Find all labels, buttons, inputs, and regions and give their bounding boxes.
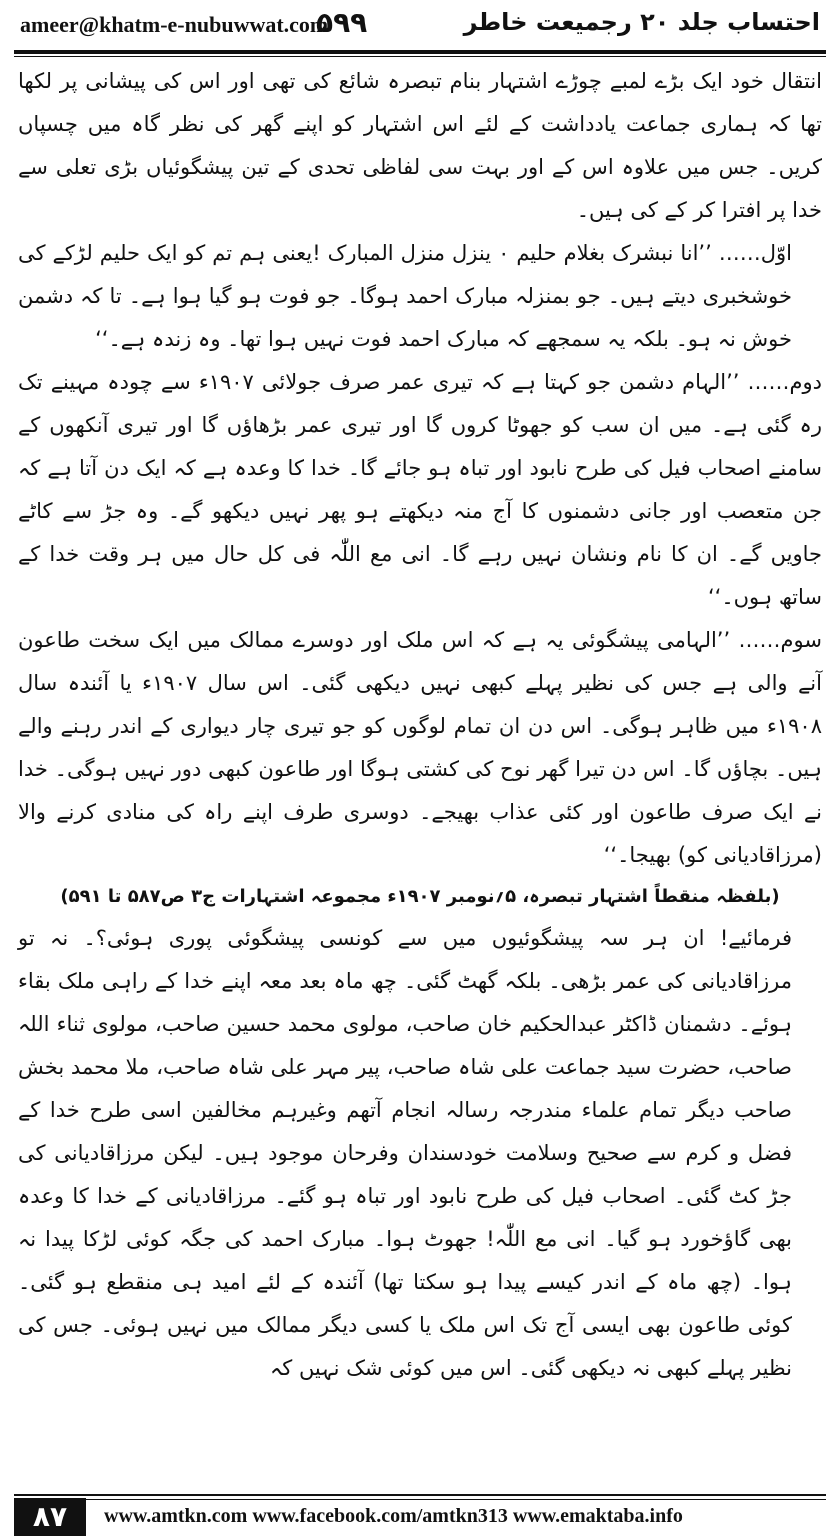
header-rule: [14, 50, 826, 54]
header-page-number: ۵۹۹: [316, 6, 368, 39]
paragraph-first-prophecy: اوّل…… ’’انا نبشرک بغلام حلیم ۰ ینزل منزل المبارک !یعنی ہم تم کو ایک حلیم لڑکے کی خوشخبری دیتے ہیں۔ جو بمنزلہ مبارک احمد ہوگا۔ جو فوت ہو گیا ہوا ہے۔ تا کہ دشمن خوش نہ ہو۔ بلکہ یہ سمجھے کہ مبارک احمد فوت نہیں ہوا تھا۔ وہ زندہ ہے۔‘‘: [18, 241, 792, 351]
reference-citation: (بلفظہ منقطاً اشتہار تبصرہ، ۵؍نومبر ۱۹۰۷ء مجموعہ اشتہارات ج۳ ص۵۸۷ تا ۵۹۱): [60, 886, 780, 907]
paragraph-third-prophecy: سوم…… ’’الہامی پیشگوئی یہ ہے کہ اس ملک اور دوسرے ممالک میں ایک سخت طاعون آنے والی ہے جس کی نظیر پہلے کبھی نہیں دیکھی گئی۔ اس سال ۱۹۰۷ء یا آئندہ سال ۱۹۰۸ء میں ظاہر ہوگی۔ اس دن ان تمام لوگوں کو جو تیری چار دیواری کے اندر رہنے والے ہیں۔ بچاؤں گا۔ اس دن تیرا گھر نوح کی کشتی ہوگا اور طاعون کبھی دور نہیں ہوگی۔ خدا نے ایک صرف طاعون اور کئی عذاب بھیجے۔ دوسری طرف اپنے راہ کی منادی کرنے والا (مرزاقادیانی کو) بھیجا۔‘‘: [18, 628, 822, 867]
header-title: احتساب جلد ۲۰ رجمیعت خاطر: [463, 8, 820, 36]
header-rule-thin: [14, 56, 826, 57]
paragraph-intro: انتقال خود ایک بڑے لمبے چوڑے اشتہار بنام تبصرہ شائع کی تھی اور اس کی پیشانی پر لکھا تھا کہ ہماری جماعت یادداشت کے لئے اس اشتہار کو اپنے گھر کی نظر گاہ میں چسپاں کریں۔ جس میں علاوہ اس کے اور بہت سی لفاظی تحدی کے تین پیشگوئیاں بڑی تعلی سے خدا پر افترا کر کے کی ہیں۔: [18, 69, 822, 222]
footer-rule-thin: [14, 1499, 826, 1500]
header-email: ameer@khatm-e-nubuwwat.com: [20, 12, 329, 37]
footer-rule: [14, 1494, 826, 1496]
footer-urls: www.amtkn.com www.facebook.com/amtkn313 www.emaktaba.info: [104, 1505, 683, 1527]
page-body: [18, 60, 822, 1480]
page-header: [14, 0, 826, 48]
paragraph-second-prophecy: دوم…… ’’الہام دشمن جو کہتا ہے کہ تیری عمر صرف جولائی ۱۹۰۷ء سے چودہ مہینے تک رہ گئی ہے۔ میں ان سب کو جھوٹا کروں گا اور تیری عمر بڑھاؤں گا اور تیری آنکھوں کے سامنے اصحاب فیل کی طرح نابود اور تباہ ہو جائے گا۔ خدا کا وعدہ ہے کہ ایک دن آتا ہے کہ جن متعصب اور جانی دشمنوں کا آج منہ دیکھتے ہو پھر نہیں دیکھو گے۔ وہ جڑ سے کاٹے جاویں گے۔ ان کا نام ونشان نہیں رہے گا۔ انی مع اللّٰہ فی کل حال میں ہر وقت خدا کے ساتھ ہوں۔‘‘: [18, 370, 822, 609]
footer-page-box: ۸۷: [14, 1498, 86, 1536]
paragraph-closing: فرمائیے! ان ہر سہ پیشگوئیوں میں سے کونسی پیشگوئی پوری ہوئی؟۔ نہ تو مرزاقادیانی کی عمر بڑھی۔ بلکہ گھٹ گئی۔ چھ ماہ بعد معہ اپنے خدا کے راہی ملک بقاء ہوئے۔ دشمنان ڈاکٹر عبدالحکیم خان صاحب، مولوی محمد حسین صاحب، مولوی ثناء اللہ صاحب، حضرت سید جماعت علی شاہ صاحب، پیر مہر علی شاہ صاحب، ملا محمد بخش صاحب دیگر تمام علماء مندرجہ رسالہ انجام آتھم وغیرہم مخالفین اسی طرح خدا کے فضل و کرم سے صحیح وسلامت خودسندان وفرحان موجود ہیں۔ لیکن مرزاقادیانی کی جڑ کٹ گئی۔ اصحاب فیل کی طرح نابود اور تباہ ہو گئے۔ مرزاقادیانی کے خدا کا وعدہ بھی گاؤخورد ہو گیا۔ انی مع اللّٰہ! جھوٹ ہوا۔ مبارک احمد کی جگہ کوئی لڑکا پیدا نہ ہوا۔ (چھ ماہ کے اندر کیسے پیدا ہو سکتا تھا) آئندہ کے لئے امید ہی منقطع ہو گئی۔ کوئی طاعون بھی ایسی آج تک اس ملک یا کسی دیگر ممالک میں نہیں ہوئی۔ جس کی نظیر پہلے کبھی نہ دیکھی گئی۔ اس میں کوئی شک نہیں کہ: [18, 926, 792, 1380]
